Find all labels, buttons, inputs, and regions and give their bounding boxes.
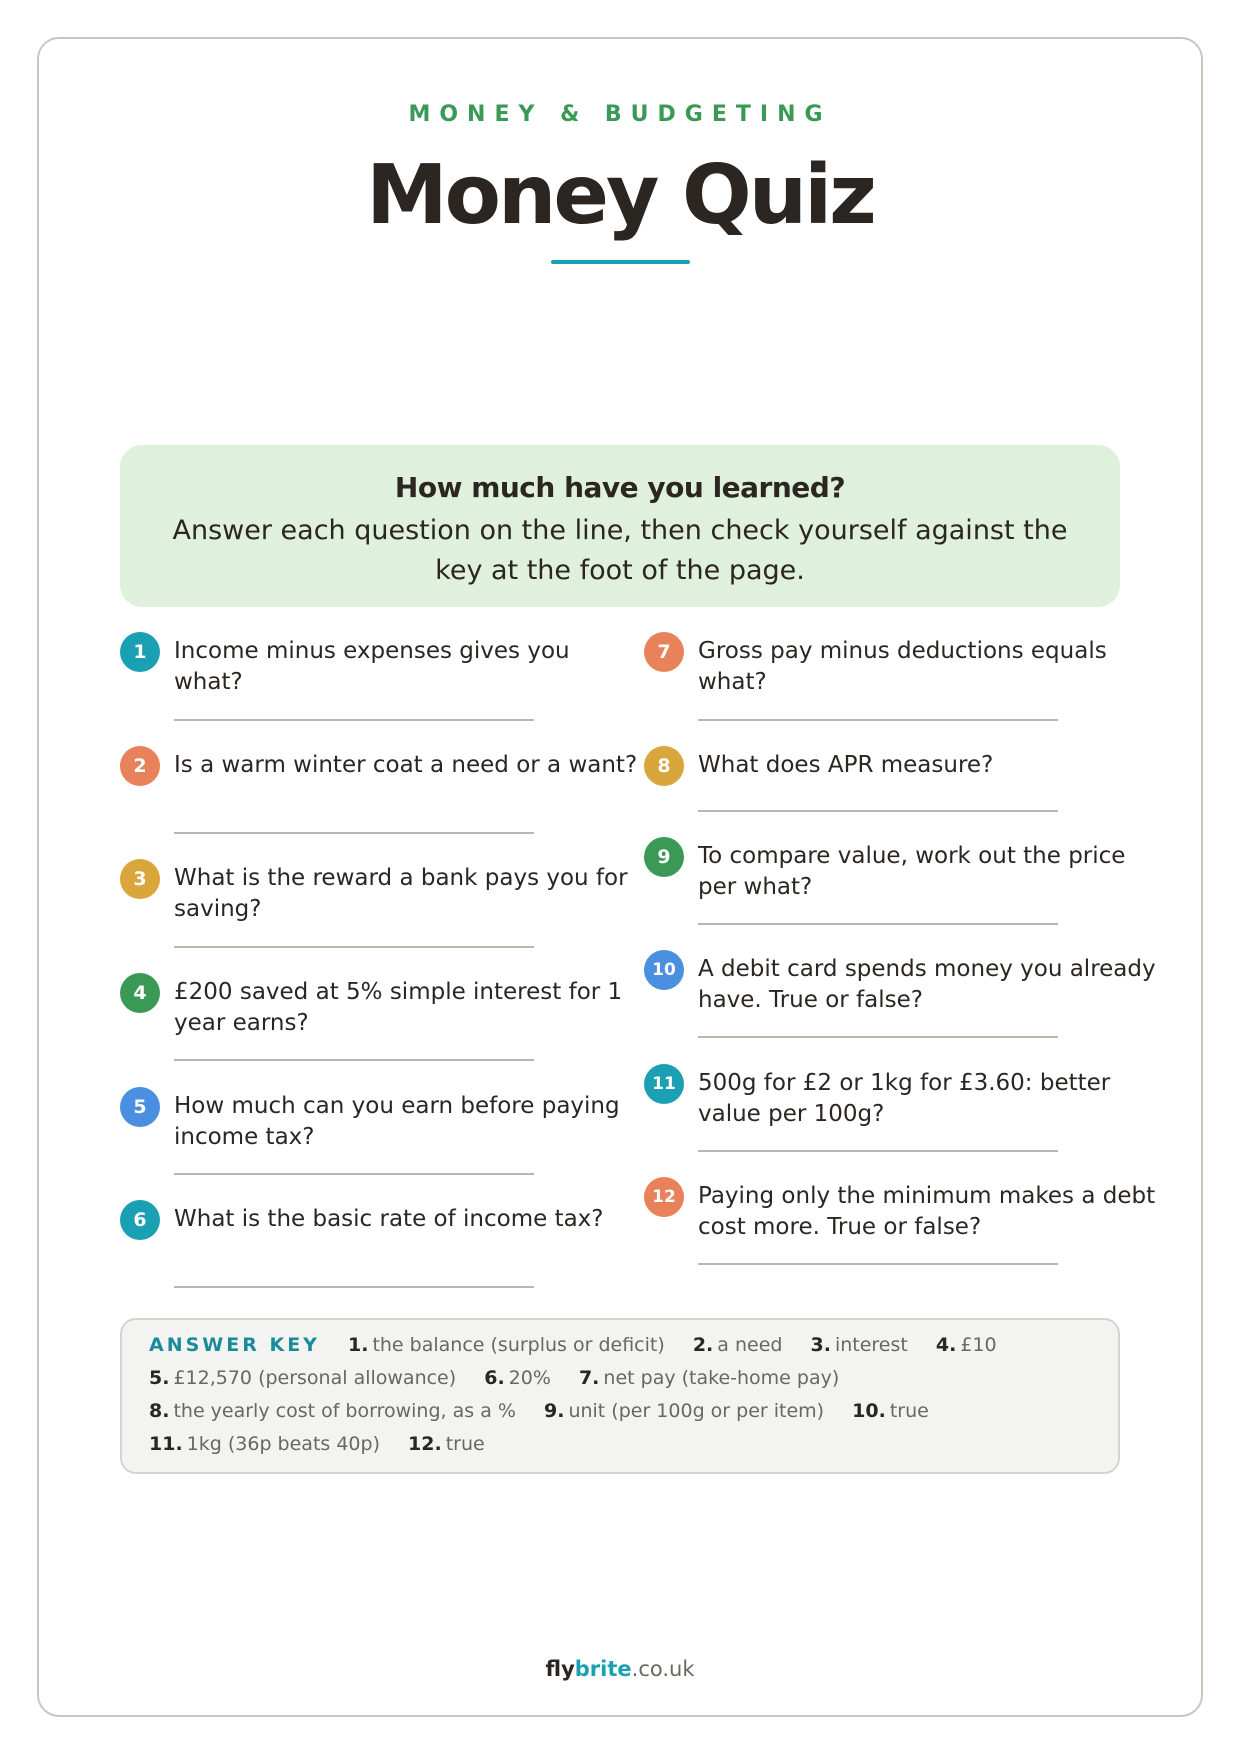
answer-number: 6. [484, 1367, 505, 1389]
answer-number: 2. [692, 1334, 714, 1356]
question-number-badge: 7 [644, 632, 684, 672]
brand-footer [0, 1657, 1240, 1681]
answer-item [544, 1400, 824, 1422]
question-text: What is the reward a bank pays you for saving? [174, 865, 628, 922]
question-number-badge: 9 [644, 837, 684, 877]
question-text: Gross pay minus deductions equals what? [698, 638, 1107, 695]
answer-item [852, 1400, 929, 1422]
answer-item [149, 1433, 380, 1455]
question-number-badge: 3 [120, 859, 160, 899]
answer-text: interest [834, 1334, 908, 1356]
answer-item [408, 1433, 485, 1455]
brand-domain: .co.uk [631, 1657, 695, 1681]
question-number-badge: 12 [644, 1177, 684, 1217]
answer-line[interactable] [174, 719, 534, 721]
answer-line[interactable] [698, 1263, 1058, 1265]
category-eyebrow: MONEY & BUDGETING [408, 102, 832, 127]
answer-text: true [889, 1400, 929, 1422]
answer-text: £12,570 (personal allowance) [173, 1367, 457, 1389]
answer-text: the balance (surplus or deficit) [372, 1334, 665, 1356]
answer-key-row [149, 1367, 861, 1389]
answer-line[interactable] [698, 1036, 1058, 1038]
answer-item [693, 1334, 783, 1356]
answer-line[interactable] [698, 719, 1058, 721]
answer-number: 12. [408, 1433, 442, 1455]
question-text: What is the basic rate of income tax? [174, 1206, 604, 1232]
question-number-badge: 11 [644, 1064, 684, 1104]
answer-line[interactable] [698, 923, 1058, 925]
brand-name-fly: fly [545, 1657, 575, 1681]
intro-heading: How much have you learned? [394, 471, 846, 504]
answer-key-row [149, 1334, 1019, 1356]
answer-key-panel [120, 1318, 1120, 1474]
page-title: Money Quiz [366, 148, 874, 243]
question-text: To compare value, work out the price per what? [698, 843, 1126, 900]
question-text: Income minus expenses gives you what? [174, 638, 570, 695]
answer-number: 10. [852, 1400, 886, 1422]
answer-key-row [149, 1400, 951, 1422]
answer-item [811, 1334, 908, 1356]
answer-number: 3. [810, 1334, 831, 1356]
question-text: Paying only the minimum makes a debt cost more. True or false? [698, 1183, 1156, 1240]
question-number-badge: 4 [120, 973, 160, 1013]
question-text: What does APR measure? [698, 752, 994, 778]
answer-text: 1kg (36p beats 40p) [186, 1433, 380, 1455]
answer-line[interactable] [174, 1059, 534, 1061]
answer-key-label: ANSWER KEY [149, 1334, 320, 1356]
answer-number: 4. [935, 1334, 957, 1356]
answer-number: 1. [347, 1334, 369, 1356]
question-number-badge: 6 [120, 1200, 160, 1240]
answer-number: 5. [149, 1367, 170, 1389]
answer-text: £10 [960, 1334, 997, 1356]
answer-line[interactable] [698, 1150, 1058, 1152]
question-text: Is a warm winter coat a need or a want? [174, 752, 638, 778]
answer-number: 7. [578, 1367, 600, 1389]
answer-line[interactable] [174, 1286, 534, 1288]
intro-instructions: Answer each question on the line, then check yourself against the key at the foot of the page. [172, 515, 1068, 586]
answer-item [348, 1334, 665, 1356]
answer-text: the yearly cost of borrowing, as a % [173, 1400, 516, 1422]
answer-text: 20% [508, 1367, 551, 1389]
question-text: 500g for £2 or 1kg for £3.60: better value per 100g? [698, 1070, 1111, 1127]
answer-number: 11. [149, 1433, 183, 1455]
answer-line[interactable] [174, 1173, 534, 1175]
question-number-badge: 10 [644, 950, 684, 990]
question-number-badge: 1 [120, 632, 160, 672]
answer-text: unit (per 100g or per item) [568, 1400, 825, 1422]
question-number-badge: 8 [644, 746, 684, 786]
answer-number: 9. [543, 1400, 565, 1422]
question-text: How much can you earn before paying income tax? [174, 1093, 620, 1150]
answer-item [484, 1367, 551, 1389]
question-text: £200 saved at 5% simple interest for 1 year earns? [174, 979, 623, 1036]
answer-item [149, 1400, 516, 1422]
answer-key-row [149, 1433, 507, 1455]
question-number-badge: 2 [120, 746, 160, 786]
question-text: A debit card spends money you already have. True or false? [698, 956, 1156, 1013]
answer-text: net pay (take-home pay) [603, 1367, 840, 1389]
question-number-badge: 5 [120, 1087, 160, 1127]
answer-number: 8. [149, 1400, 170, 1422]
answer-line[interactable] [698, 810, 1058, 812]
answer-item [936, 1334, 997, 1356]
answer-line[interactable] [174, 946, 534, 948]
answer-text: true [445, 1433, 485, 1455]
brand-name-brite: brite [574, 1657, 632, 1681]
answer-text: a need [717, 1334, 783, 1356]
intro-panel [120, 445, 1120, 607]
title-underline [551, 260, 690, 264]
answer-item [579, 1367, 839, 1389]
answer-item [149, 1367, 456, 1389]
answer-line[interactable] [174, 832, 534, 834]
